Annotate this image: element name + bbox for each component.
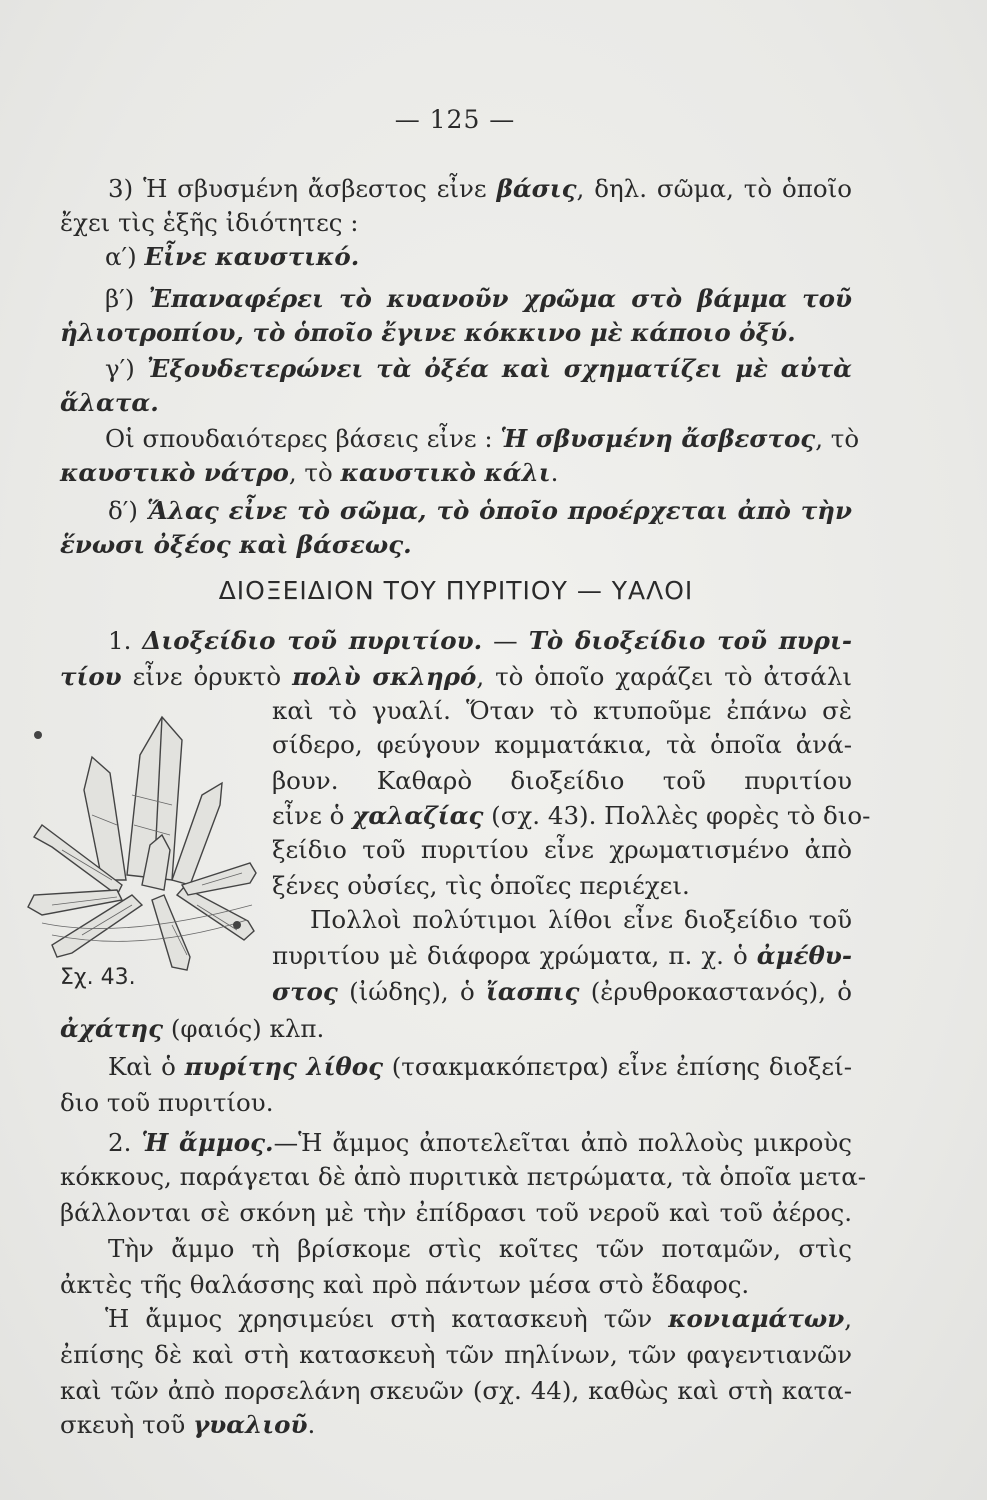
text-line: Καὶ ὁ πυρίτης λίθος (τσακμακόπετρα) εἶνε ἐπίσης διοξεί- [108, 1052, 853, 1081]
text-line: καὶ τὸ γυαλί. Ὅταν τὸ κτυποῦμε ἐπάνω σὲ [272, 696, 852, 725]
text-line: ἀκτὲς τῆς θαλάσσης καὶ πρὸ πάντων μέσα στὸ ἔδαφος. [60, 1270, 750, 1299]
text-line: πυριτίου μὲ διάφορα χρώματα, π. χ. ὁ ἀμέθυ- [272, 941, 852, 970]
text-line: διο τοῦ πυριτίου. [60, 1088, 274, 1117]
text-line: 2. Ἡ ἄμμος.—Ἡ ἄμμος ἀποτελεῖται ἀπὸ πολλοὺς μικροὺς [108, 1128, 852, 1157]
quartz-crystal-figure [22, 695, 262, 975]
text-line: σκευὴ τοῦ γυαλιοῦ. [60, 1410, 316, 1439]
text-line: στος (ἰώδης), ὁ ἴασπις (ἐρυθροκαστανός), ὁ [272, 977, 852, 1006]
figure-caption: Σχ. 43. [60, 965, 136, 990]
text-line: ξένες οὐσίες, τὶς ὁποῖες περιέχει. [272, 871, 690, 900]
list-item-a: α′) Εἶνε καυστικό. [105, 242, 360, 271]
text-line: Πολλοὶ πολύτιμοι λίθοι εἶνε διοξείδιο τοῦ [310, 905, 852, 934]
text-line: Τὴν ἄμμο τὴ βρίσκομε στὶς κοῖτες τῶν ποταμῶν, στὶς [108, 1234, 852, 1263]
text-line: καὶ τῶν ἀπὸ πορσελάνη σκευῶν (σχ. 44), καθὼς καὶ στὴ κατα- [60, 1376, 852, 1405]
text-line: 3) Ἡ σβυσμένη ἄσβεστος εἶνε βάσις, δηλ. σῶμα, τὸ ὁποῖο [108, 174, 852, 203]
text-line: καυστικὸ νάτρο, τὸ καυστικὸ κάλι. [60, 458, 559, 487]
page-number: — 125 — [394, 105, 516, 134]
text-line: εἶνε ὁ χαλαζίας (σχ. 43). Πολλὲς φορὲς τὸ διο- [272, 801, 871, 830]
text-line: τίου εἶνε ὀρυκτὸ πολὺ σκληρό, τὸ ὁποῖο χαράζει τὸ ἀτσάλι [60, 662, 852, 691]
section-heading: ΔΙΟΞΕΙΔΙΟΝ ΤΟΥ ΠΥΡΙΤΙΟΥ — ΥΑΛΟΙ [218, 576, 694, 605]
text-line: ἀχάτης (φαιός) κλπ. [60, 1014, 325, 1043]
list-item-b: β′) Ἐπαναφέρει τὸ κυανοῦν χρῶμα στὸ βάμμα τοῦ [105, 284, 852, 313]
text-line: Ἡ ἄμμος χρησιμεύει στὴ κατασκευὴ τῶν κονιαμάτων, [105, 1304, 852, 1333]
list-item-c: γ′) Ἐξουδετερώνει τὰ ὀξέα καὶ σχηματίζει μὲ αὐτὰ [105, 354, 852, 383]
text-line: ἐπίσης δὲ καὶ στὴ κατασκευὴ τῶν πηλίνων, τῶν φαγεντιανῶν [60, 1340, 852, 1369]
text-line: σίδερο, φεύγουν κομματάκια, τὰ ὁποῖα ἀνά- [272, 730, 852, 759]
text-line: ἡλιοτροπίου, τὸ ὁποῖο ἔγινε κόκκινο μὲ κάποιο ὀξύ. [60, 318, 796, 347]
text-line: βάλλονται σὲ σκόνη μὲ τὴν ἐπίδρασι τοῦ νεροῦ καὶ τοῦ ἀέρος. [60, 1198, 852, 1227]
text-line: κόκκους, παράγεται δὲ ἀπὸ πυριτικὰ πετρώματα, τὰ ὁποῖα μετα- [60, 1162, 867, 1191]
text-line: ἔχει τὶς ἑξῆς ἰδιότητες : [60, 208, 359, 237]
quartz-crystal-icon [22, 695, 262, 975]
text-line: Οἱ σπουδαιότερες βάσεις εἶνε : Ἡ σβυσμένη ἄσβεστος, τὸ [105, 424, 860, 453]
list-item-d: δ′) Ἅλας εἶνε τὸ σῶμα, τὸ ὁποῖο προέρχεται ἀπὸ τὴν [108, 496, 852, 525]
text-line: βουν. Καθαρὸ διοξείδιο τοῦ πυριτίου [272, 766, 852, 795]
text-line: ξείδιο τοῦ πυριτίου εἶνε χρωματισμένο ἀπὸ [272, 835, 852, 864]
text-line: ἅλατα. [60, 388, 159, 417]
text-line: ἕνωσι ὀξέος καὶ βάσεως. [60, 530, 412, 559]
text-line: 1. Διοξείδιο τοῦ πυριτίου. — Τὸ διοξείδιο τοῦ πυρι- [108, 626, 853, 655]
